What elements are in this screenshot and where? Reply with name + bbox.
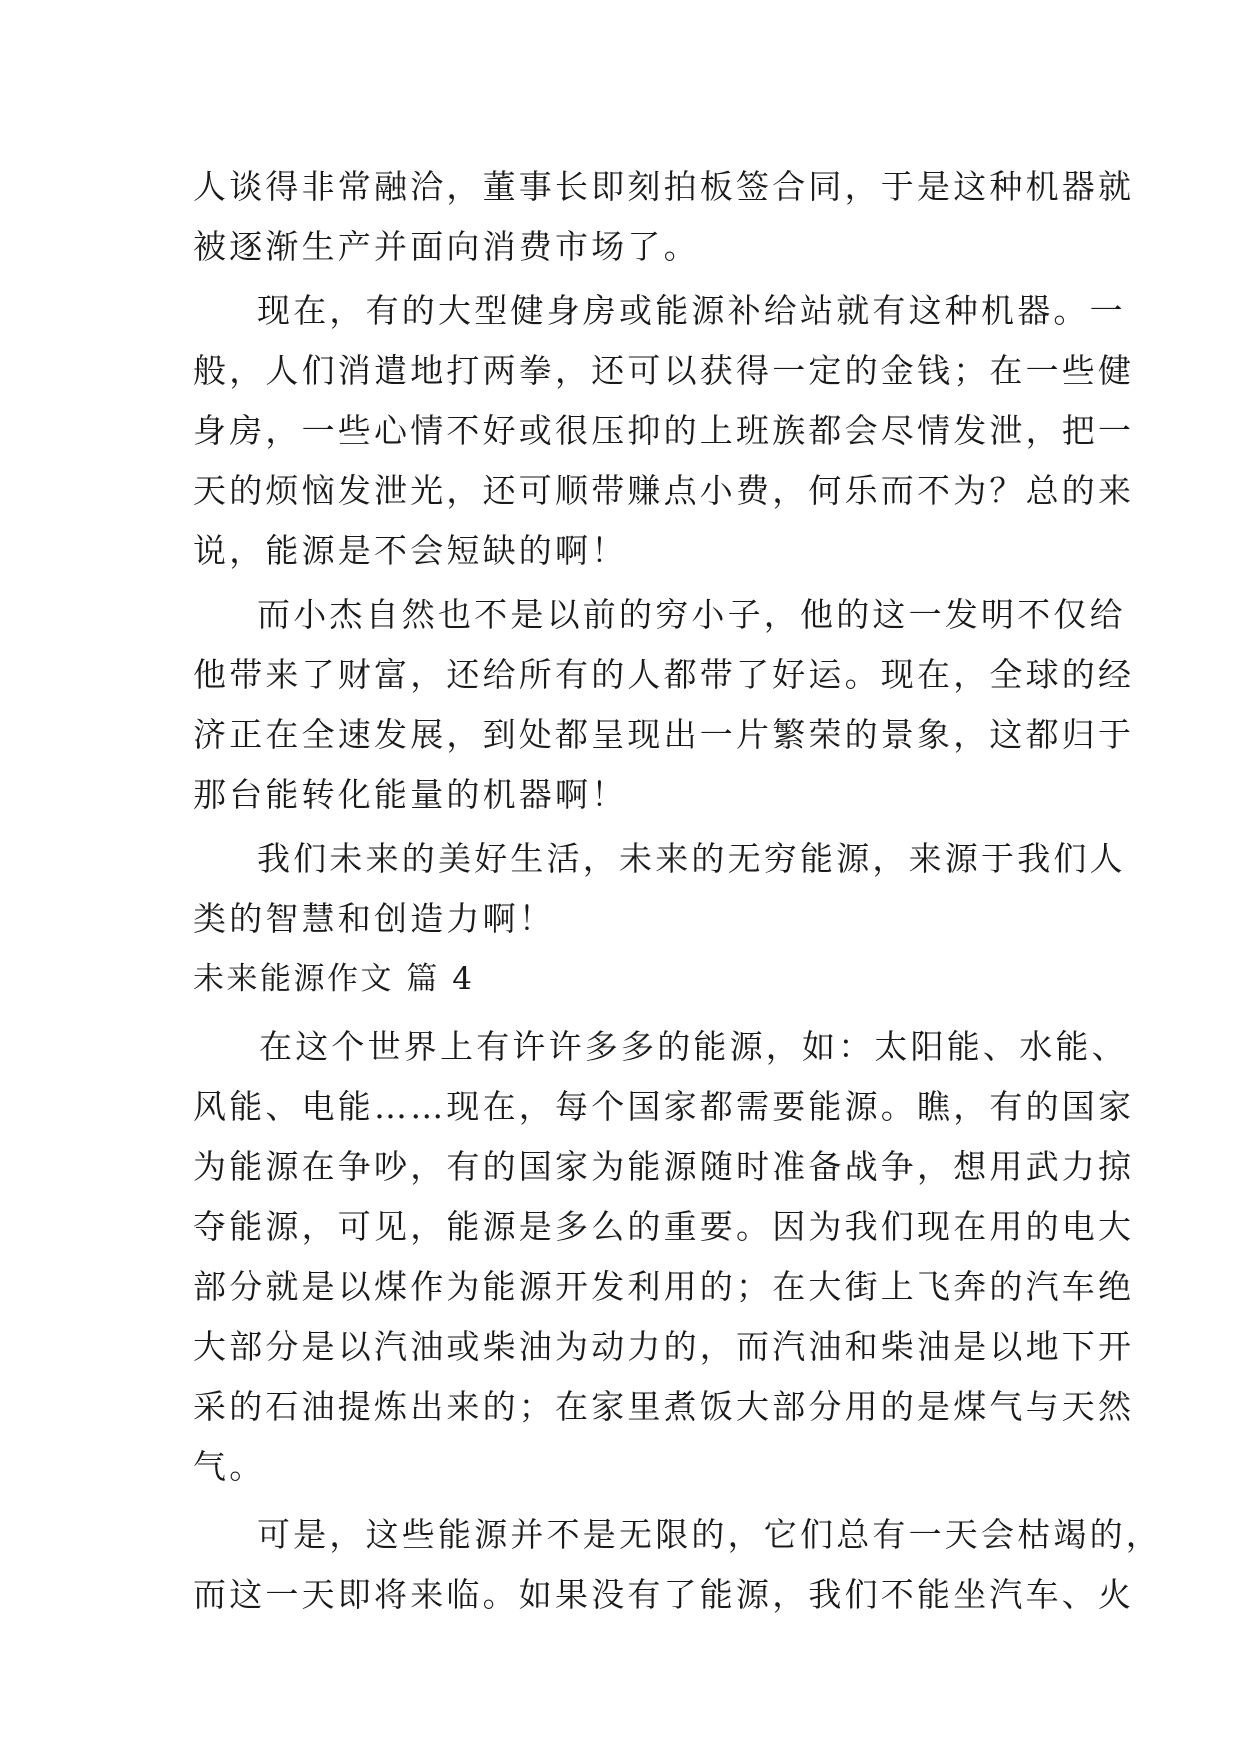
text-line: 夺能源，可见，能源是多么的重要。因为我们现在用的电大: [193, 1207, 1135, 1246]
text-line: 而小杰自然也不是以前的穷小子，他的这一发明不仅给: [257, 595, 1126, 634]
text-line: 那台能转化能量的机器啊！: [193, 775, 628, 814]
text-line: 身房，一些心情不好或很压抑的上班族都会尽情发泄，把一: [193, 411, 1135, 450]
text-line: 大部分是以汽油或柴油为动力的，而汽油和柴油是以地下开: [193, 1327, 1135, 1366]
text-line: 他带来了财富，还给所有的人都带了好运。现在，全球的经: [193, 655, 1135, 694]
paragraph: [193, 1505, 1162, 1625]
paragraph: [193, 281, 1135, 581]
text-line: 采的石油提炼出来的；在家里煮饭大部分用的是煤气与天然: [193, 1387, 1135, 1426]
text-line: 说，能源是不会短缺的啊！: [193, 531, 628, 570]
text-line: 我们未来的美好生活，未来的无穷能源，来源于我们人: [257, 839, 1126, 878]
text-line: 部分就是以煤作为能源开发利用的；在大街上飞奔的汽车绝: [193, 1267, 1135, 1306]
text-line: 般，人们消遣地打两拳，还可以获得一定的金钱；在一些健: [193, 351, 1135, 390]
section-heading: 未来能源作文 篇 4: [193, 961, 475, 997]
text-line: 为能源在争吵，有的国家为能源随时准备战争，想用武力掠: [193, 1147, 1135, 1186]
text-line: 济正在全速发展，到处都呈现出一片繁荣的景象，这都归于: [193, 715, 1135, 754]
paragraph: [193, 157, 1135, 277]
paragraph: [193, 829, 1126, 949]
text-line: 可是，这些能源并不是无限的，它们总有一天会枯竭的，: [257, 1515, 1162, 1554]
text-line: 而这一天即将来临。如果没有了能源，我们不能坐汽车、火: [193, 1575, 1135, 1614]
text-line: 天的烦恼发泄光，还可顺带赚点小费，何乐而不为？总的来: [193, 471, 1135, 510]
paragraph: [193, 1017, 1135, 1497]
text-line: 人谈得非常融洽，董事长即刻拍板签合同，于是这种机器就: [193, 167, 1135, 206]
text-line: 气。: [193, 1447, 266, 1486]
text-line: 被逐渐生产并面向消费市场了。: [193, 227, 700, 266]
text-line: 现在，有的大型健身房或能源补给站就有这种机器。一: [257, 291, 1126, 330]
text-line: 在这个世界上有许许多多的能源，如：太阳能、水能、: [259, 1027, 1128, 1066]
text-line: 类的智慧和创造力啊！: [193, 899, 555, 938]
text-line: 风能、电能……现在，每个国家都需要能源。瞧，有的国家: [193, 1087, 1135, 1126]
document-page: [193, 157, 1162, 1625]
paragraph: [193, 585, 1135, 825]
